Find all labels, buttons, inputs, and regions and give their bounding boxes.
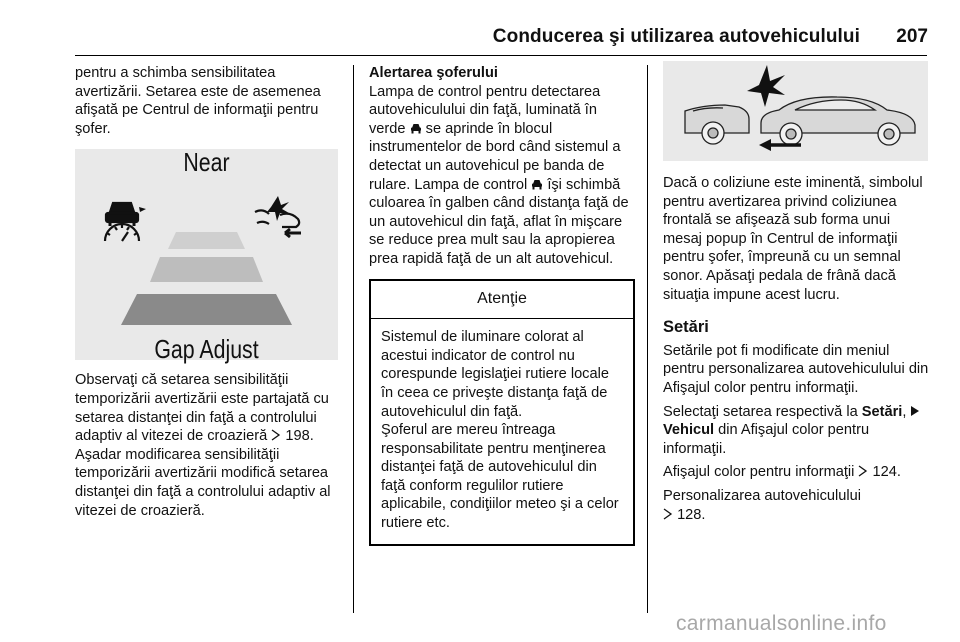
- warning-body: [371, 319, 633, 544]
- page-reference-link[interactable]: 198: [285, 428, 310, 445]
- text-run: îşi schimbă culoarea în galben când distanţa faţă de un autovehicul din faţă, aflat în mişcare se reduce prea mult sau la apropierea prea rapidă faţă de un alt autovehicul.: [369, 176, 629, 267]
- gap-bar-1: [168, 232, 245, 249]
- menu-path-arrow-icon: [910, 405, 920, 417]
- column-divider-1: [353, 65, 354, 613]
- sensitivity-paragraph: [75, 371, 345, 520]
- collision-warning-icon: [255, 196, 301, 237]
- warning-title: Atenţie: [371, 281, 633, 320]
- text-run: se aprinde în blocul instrumentelor de bord când sistemul a detectat un autovehicul pe banda de rulare. Lampa de control: [369, 120, 621, 193]
- page-number: 207: [896, 26, 928, 47]
- gap-bar-2: [150, 257, 263, 282]
- figure-label-gap-adjust: Gap Adjust: [154, 333, 259, 364]
- text-run: din Afişajul color pentru informaţii.: [663, 422, 870, 457]
- rear-car: [685, 105, 749, 144]
- intro-paragraph: pentru a schimba sensibilitatea avertizării. Setarea este de asemenea afişată pe Centrul de informaţii pentru şofer.: [75, 65, 321, 137]
- column-3: [663, 64, 929, 524]
- header-rule: [75, 55, 927, 56]
- menu-path-settings: Setări: [861, 403, 903, 420]
- imminent-collision-paragraph: Dacă o coliziune este iminentă, simbolul pentru avertizarea privind coliziunea frontală se afişează sub forma unui mesaj popup în Centrul de informaţii pentru şofer, împreună cu un semnal sonor. Apăsaţi pedala de frână dacă situaţia impune acest lucru.: [663, 175, 923, 303]
- page-reference-arrow-icon: [858, 465, 868, 477]
- section-heading-settings: Setări: [663, 318, 709, 337]
- watermark: carmanualsonline.info: [676, 612, 887, 635]
- figure-label-near: Near: [183, 147, 230, 178]
- running-header-title: Conducerea şi utilizarea autovehiculului: [492, 26, 860, 47]
- text-run: . Aşadar modificarea sensibilităţii temporizării avertizării modifică setarea distanţei din faţă a controlului adaptiv al vitezei de croazieră.: [75, 428, 331, 519]
- text-run: Afişajul color pentru informaţii: [663, 464, 855, 481]
- settings-paragraph: Setările pot fi modificate din meniul pentru personalizarea autovehiculului din Afişajul color pentru informaţii.: [663, 342, 929, 396]
- color-info-display-ref: Afişajul color pentru informaţii 124.: [663, 464, 901, 481]
- gap-bar-3: [121, 294, 292, 325]
- menu-path-vehicle: Vehicul: [663, 422, 715, 439]
- text-run: Selectaţi setarea respectivă la: [663, 403, 858, 420]
- collision-cars-graphic: [663, 61, 928, 161]
- vehicle-ahead-lamp-icon: [531, 178, 543, 190]
- gap-adjust-graphic: [75, 149, 338, 364]
- collision-illustration: [663, 61, 928, 161]
- front-car: [761, 97, 915, 145]
- column-divider-2: [647, 65, 648, 613]
- column-2: [369, 64, 635, 546]
- approach-arrow-head-icon: [759, 139, 771, 151]
- page-reference-link[interactable]: 128: [677, 506, 702, 523]
- text-run: Personalizarea autovehiculului: [663, 487, 861, 504]
- warning-box: [369, 279, 635, 546]
- page-reference-arrow-icon: [271, 429, 281, 441]
- warning-paragraph-1: Sistemul de iluminare colorat al acestui indicator de control nu corespunde legislaţiei rutiere locale în ceea ce priveşte distanţa faţă de autovehiculul din faţă.: [381, 329, 609, 420]
- gap-adjust-figure: [75, 147, 338, 364]
- text-run: Observaţi că setarea sensibilităţii temporizării avertizării este partajată cu setarea distanţei din faţă a controlului adaptiv al vitezei de croazieră: [75, 372, 329, 445]
- control-lamp-paragraph: [369, 83, 635, 269]
- impact-star-icon: [747, 65, 785, 107]
- page-reference-arrow-icon: [663, 508, 673, 520]
- vehicle-ahead-gauge-icon: [105, 203, 146, 241]
- warning-paragraph-2: Şoferul are mereu întreaga responsabilitate pentru menţinerea distanţei faţă de autovehiculul din faţă conform regulilor rutiere aplicabile, condiţiilor meteo şi a celor rutiere etc.: [381, 422, 619, 532]
- vehicle-personalization-ref: Personalizarea autovehiculului 128.: [663, 487, 861, 523]
- vehicle-ahead-lamp-icon: [410, 122, 422, 134]
- section-heading-driver-alert: Alertarea şoferului: [369, 65, 498, 81]
- page-reference-link[interactable]: 124: [872, 464, 897, 481]
- text-run: Lampa de control pentru detectarea autovehiculului din faţă, luminată în verde: [369, 83, 601, 137]
- select-setting-paragraph: Selectaţi setarea respectivă la Setări, Vehicul din Afişajul color pentru informaţii.: [663, 403, 929, 459]
- column-1: [75, 64, 345, 520]
